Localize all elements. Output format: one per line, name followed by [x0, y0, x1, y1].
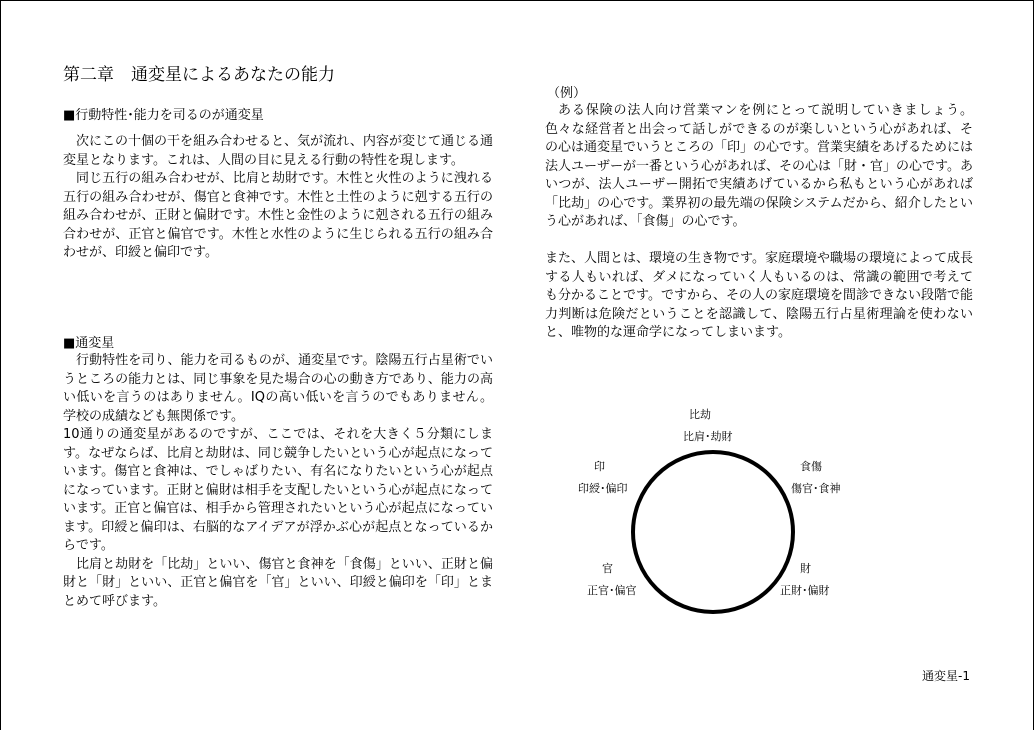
five-groups-diagram: [560, 400, 880, 630]
paragraph: ある保険の法人向け営業マンを例にとって説明していきましょう。色々な経営者と出会って話しができるのが楽しいという心があれば、その心は通変星でいうところの「印」の心です。営業実績をあげるためには法人ユーザーが一番という心があれば、その心は「財・官」の心です。あいつが、法人ユーザー開拓で実績あげているから私もという心があれば「比劫」の心です。業界初の最先端の保険システムだから、紹介したという心があれば、「食傷」の心です。: [545, 103, 973, 229]
paragraph: また、人間とは、環境の生き物です。家庭環境や職場の環境によって成長する人もいれば、ダメになっていく人もいるのは、常識の範囲で考えても分かることです。ですから、その人の家庭環境を間診できない段階で能力判断は危険だということを認識して、陰陽五行占星術理論を使わないと、唯物的な運命学になってしまいます。: [545, 251, 973, 340]
paragraph: 行動特性を司り、能力を司るものが、通変星です。陰陽五行占星術でいうところの能力とは、同じ事象を見た場合の心の動き方であり、能力の高い低いを言うのはありません。IQの高い低いを言うのでもありません。学校の成績なども無関係です。: [63, 353, 493, 424]
group-members-shokushou: 傷官･食神: [791, 482, 841, 495]
group-members-hikou: 比肩･劫財: [683, 430, 733, 443]
page-number: 通変星-1: [922, 669, 970, 683]
section-heading-tsuhensei: ■通変星: [63, 336, 115, 351]
group-name-zai: 財: [800, 562, 811, 575]
paragraph: 比肩と劫財を「比劫」といい、傷官と食神を「食傷」といい、正財と偏財と「財」といい、正官と偏官を「官」といい、印綬と偏印を「印」とまとめて呼びます。: [63, 556, 493, 609]
group-members-zai: 正財･偏財: [780, 584, 830, 597]
chapter-title: 第二章 通変星によるあなたの能力: [63, 65, 335, 85]
cycle-circle: [633, 452, 793, 612]
paragraph: 同じ五行の組み合わせが、比肩と劫財です。木性と火性のように洩れる五行の組み合わせが、傷官と食神です。木性と土性のように剋する五行の組み合わせが、正財と偏財です。木性と金性のように剋される五行の組み合わせが、正官と偏官です。木性と水性のように生じられる五行の組み合わせが、印綬と偏印です。: [63, 171, 493, 260]
group-name-shokushou: 食傷: [800, 460, 822, 473]
group-name-in: 印: [594, 460, 605, 473]
section-body-behavior: [63, 133, 493, 263]
group-members-kan: 正官･偏官: [587, 584, 637, 597]
group-name-kan: 官: [602, 562, 613, 575]
section-body-tsuhensei: [63, 352, 493, 611]
paragraph: 次にこの十個の干を組み合わせると、気が流れ、内容が変じて通じる通変星となります。これは、人間の目に見える行動の特性を現します。: [63, 134, 493, 168]
section-heading-behavior: ■行動特性･能力を司るのが通変星: [63, 108, 264, 123]
example-body: [545, 102, 973, 343]
group-name-hikou: 比劫: [689, 408, 711, 421]
paragraph: 10通りの通変星があるのですが、ここでは、それを大きく５分類にします。なぜならば、比肩と劫財は、同じ競争したいという心が起点になっています。傷官と食神は、でしゃばりたい、有名になりたいという心が起点になっています。正財と偏財は相手を支配したいという心が起点になっています。正官と偏官は、相手から管理されたいという心が起点になっています。印綬と偏印は、右脳的なアイデアが浮かぶ心が起点となっているからです。: [63, 427, 493, 553]
group-members-in: 印綬･偏印: [578, 482, 628, 495]
example-label: （例）: [547, 86, 587, 101]
